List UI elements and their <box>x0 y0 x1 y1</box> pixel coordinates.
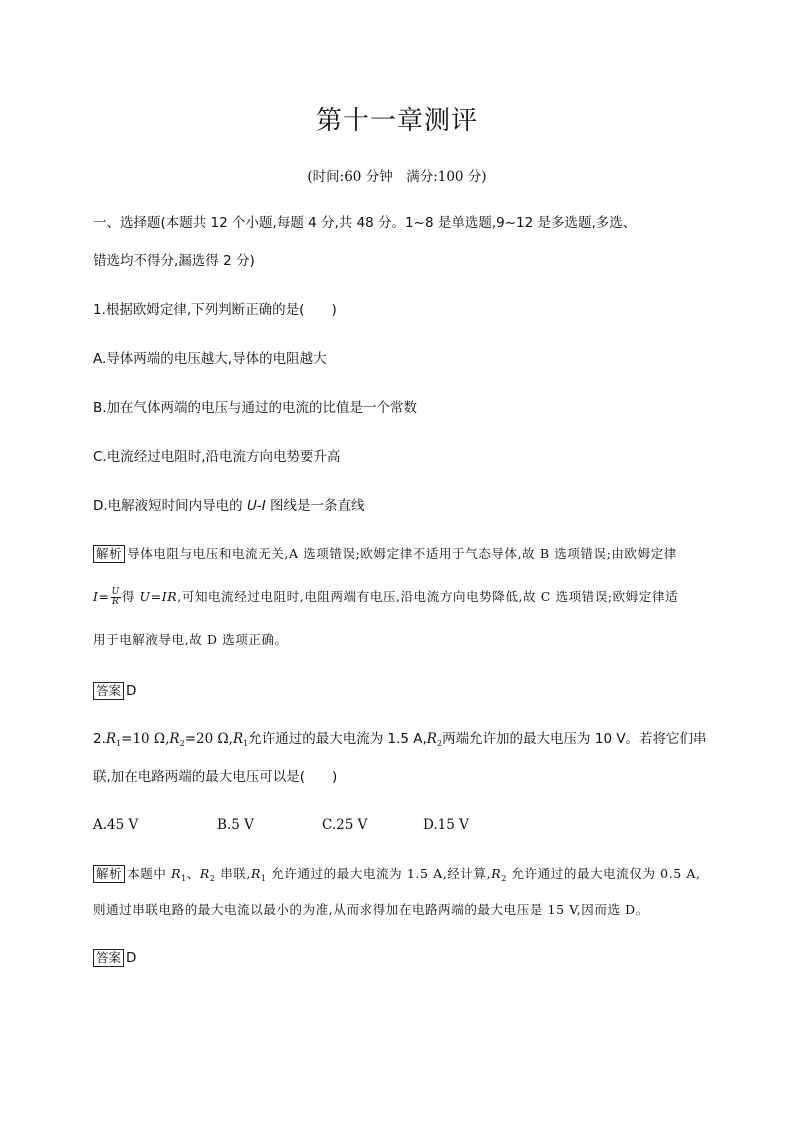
q2-part4: 两端允许加的最大电压为 10 V。若将它们串 <box>442 731 707 747</box>
q1-option-d-prefix: D.电解液短时间内导电的 <box>93 498 247 514</box>
q1-answer-value: D <box>126 683 137 699</box>
q2-option-c: C.25 V <box>322 817 368 833</box>
q2-stem-line2: 联,加在电路两端的最大电压可以是( ) <box>93 769 338 785</box>
q2-option-a: A.45 V <box>93 817 139 833</box>
q2-options <box>93 815 493 835</box>
q2-analysis-line2: 则通过串联电路的最大电流以最小的为准,从而求得加在电路两端的最大电压是 15 V,因而选 D。 <box>93 902 649 917</box>
q2-analysis-part2: 串联, <box>215 866 251 881</box>
q2-part2: =20 Ω, <box>184 731 233 747</box>
q2-answer-tag: 答案 <box>93 949 124 967</box>
fraction-numerator: U <box>111 587 120 597</box>
page-title: 第十一章测评 <box>315 106 478 136</box>
q1-option-b: B.加在气体两端的电压与通过的电流的比值是一个常数 <box>93 400 418 416</box>
q2-analysis-r1: R <box>171 866 182 881</box>
q2-answer-value: D <box>126 950 137 966</box>
q1-analysis-line2 <box>93 587 678 607</box>
q2-analysis-r2b: R <box>491 866 502 881</box>
q2-analysis-r1b-sub: 1 <box>261 874 267 883</box>
q2-stem-line1 <box>93 729 707 754</box>
q1-analysis-line3: 用于电解液导电,故 D 选项正确。 <box>93 632 288 647</box>
q2-option-d: D.15 V <box>423 817 469 833</box>
q2-analysis-r2-sub: 2 <box>209 874 216 883</box>
q2-r1b-sub: 1 <box>243 739 249 748</box>
q2-part3: 允许通过的最大电流为 1.5 A, <box>248 731 427 747</box>
q1-analysis-I: I <box>93 589 99 604</box>
q2-r2-sub: 2 <box>179 739 185 748</box>
q2-analysis-r2b-sub: 2 <box>501 874 507 883</box>
q2-answer <box>93 948 136 968</box>
section-heading-line2: 错选均不得分,漏选得 2 分) <box>93 253 255 269</box>
q1-option-a: A.导体两端的电压越大,导体的电阻越大 <box>93 351 327 367</box>
q2-r2: R <box>169 731 180 747</box>
q1-analysis-eq: = <box>98 589 110 604</box>
q1-answer <box>93 681 136 701</box>
q2-part1: =10 Ω, <box>121 731 170 747</box>
section-heading-line1: 一、选择题(本题共 12 个小题,每题 4 分,共 48 分。1~8 是单选题,9~12 是多选题,多选、 <box>93 215 637 231</box>
ohm-fraction <box>111 588 121 607</box>
q2-analysis-tag: 解析 <box>93 865 125 883</box>
q1-analysis-tag: 解析 <box>93 545 125 563</box>
q2-analysis-line1 <box>93 864 701 889</box>
q2-analysis-sep: 、 <box>186 866 200 881</box>
q2-analysis-part3: 允许通过的最大电流为 1.5 A,经计算, <box>266 866 492 881</box>
q2-analysis-part4: 允许通过的最大电流仅为 0.5 A, <box>506 866 701 881</box>
q2-analysis-r1b: R <box>250 866 261 881</box>
q2-option-b: B.5 V <box>217 817 254 833</box>
q1-stem: 1.根据欧姆定律,下列判断正确的是( ) <box>93 302 337 318</box>
exam-info: (时间:60 分钟 满分:100 分) <box>307 169 487 185</box>
q2-number: 2. <box>93 731 106 747</box>
q1-answer-tag: 答案 <box>93 682 124 700</box>
q1-option-c: C.电流经过电阻时,沿电流方向电势要升高 <box>93 449 341 465</box>
q2-analysis-r1-sub: 1 <box>181 874 187 883</box>
q2-r1b: R <box>232 731 244 747</box>
q1-analysis-text1: 导体电阻与电压和电流无关,A 选项错误;欧姆定律不适用于气态导体,故 B 选项错误;由欧姆定律 <box>127 546 677 561</box>
q1-option-d <box>93 496 365 516</box>
q1-option-d-suffix: 图线是一条直线 <box>265 498 365 514</box>
q2-r2b: R <box>426 731 437 747</box>
q2-analysis-r2: R <box>199 866 210 881</box>
q2-analysis-part1: 本题中 <box>127 866 172 881</box>
q1-analysis-line1 <box>93 544 677 564</box>
fraction-denominator: R <box>112 597 120 607</box>
q1-analysis-rest: ,可知电流经过电阻时,电阻两端有电压,沿电流方向电势降低,故 C 选项错误;欧姆定律适 <box>177 589 679 604</box>
q2-r1: R <box>105 731 117 747</box>
q1-option-d-var: U-I <box>246 498 266 514</box>
q1-analysis-formula: U=IR <box>139 589 178 604</box>
q1-analysis-de: 得 <box>121 589 140 604</box>
q2-r1-sub: 1 <box>116 739 122 748</box>
q2-r2b-sub: 2 <box>436 739 443 748</box>
